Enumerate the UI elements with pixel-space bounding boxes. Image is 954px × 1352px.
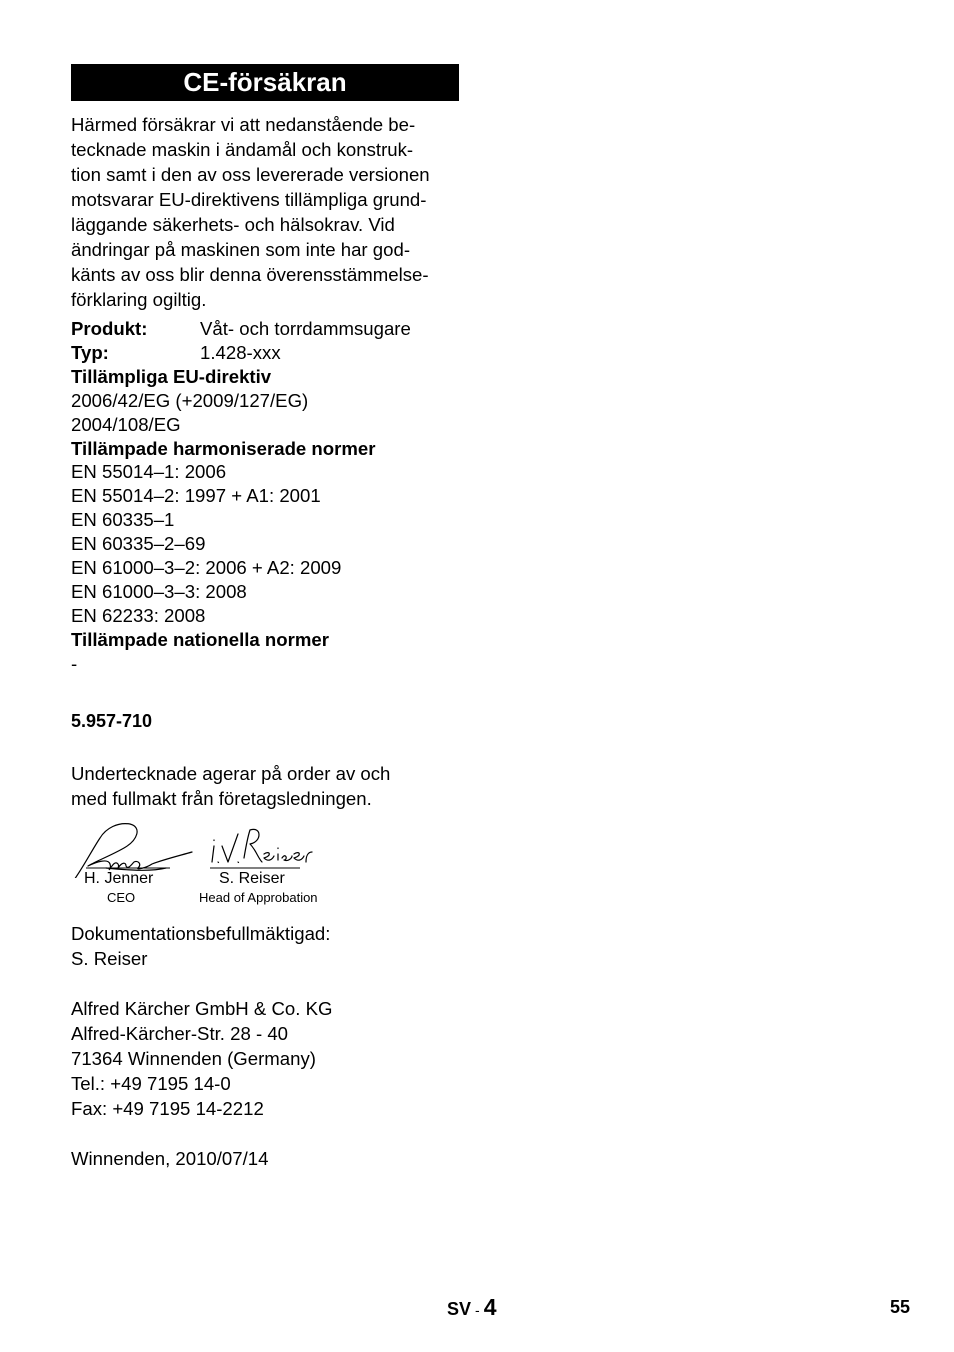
product-label: Produkt: [71,318,148,339]
address-line: Alfred Kärcher GmbH & Co. KG [71,998,333,1019]
documentation-name: S. Reiser [71,948,148,969]
section-page-indicator [447,1294,496,1321]
intro-line: Härmed försäkrar vi att nedanstående be- [71,114,416,135]
type-value: 1.428-xxx [200,341,281,363]
harmonised-item: EN 62233: 2008 [71,604,206,626]
signature-graphics [66,818,346,878]
directive-item: 2004/108/EG [71,413,181,435]
signatory-name-reiser: S. Reiser [219,870,285,887]
address-line: 71364 Winnenden (Germany) [71,1048,316,1069]
intro-line: läggande säkerhets- och hälsokrav. Vid [71,214,395,235]
type-row [71,341,471,365]
page-title [71,64,459,101]
product-value: Våt- och torrdammsugare [200,318,411,339]
specification-block [71,317,471,676]
intro-line: motsvarar EU-direktivens tillämpliga grund- [71,189,427,210]
harmonised-item: EN 55014–2: 1997 + A1: 2001 [71,485,321,507]
reiser-signature [212,829,312,862]
harmonised-heading: Tillämpade harmoniserade normer [71,437,376,459]
directives-heading: Tillämpliga EU-direktiv [71,365,272,387]
harmonised-item: EN 61000–3–3: 2008 [71,580,247,602]
authority-statement [71,761,471,811]
address-line: Tel.: +49 7195 14-0 [71,1073,231,1094]
documentation-label: Dokumentationsbefullmäktigad: [71,923,331,944]
footer-separator: - [475,1302,480,1318]
address-line: Fax: +49 7195 14-2212 [71,1098,264,1119]
intro-line: tecknade maskin i ändamål och konstruk- [71,139,414,160]
statement-line: med fullmakt från företagsledningen. [71,788,372,809]
harmonised-item: EN 60335–2–69 [71,533,206,555]
document-number: 5.957-710 [71,711,153,731]
place-date-block [71,1146,471,1171]
type-label: Typ: [71,341,109,363]
product-row [71,317,471,341]
statement-line: Undertecknade agerar på order av och [71,763,391,784]
signatory-role-reiser: Head of Approbation [199,890,318,905]
intro-line: ändringar på maskinen som inte har god- [71,239,411,260]
national-heading: Tillämpade nationella normer [71,628,329,650]
directive-item: 2006/42/EG (+2009/127/EG) [71,389,309,411]
harmonised-item: EN 61000–3–2: 2006 + A2: 2009 [71,557,342,579]
harmonised-item: EN 60335–1 [71,509,175,531]
signatory-role-jenner: CEO [107,890,136,905]
page-number: 55 [890,1297,911,1317]
documentation-block [71,921,471,971]
page-title-text: CE-försäkran [183,67,347,97]
language-code: SV [447,1299,472,1319]
company-address [71,996,471,1121]
section-page-number: 4 [483,1294,497,1320]
intro-line: tion samt i den av oss levererade versionen [71,164,430,185]
harmonised-item: EN 55014–1: 2006 [71,461,227,483]
address-line: Alfred-Kärcher-Str. 28 - 40 [71,1023,289,1044]
intro-line: förklaring ogiltig. [71,289,207,310]
signature-area [66,818,346,913]
intro-paragraph [71,112,459,312]
signatory-name-jenner: H. Jenner [84,870,154,887]
national-item: - [71,652,78,674]
place-date: Winnenden, 2010/07/14 [71,1148,269,1169]
intro-line: känts av oss blir denna överensstämmelse- [71,264,429,285]
